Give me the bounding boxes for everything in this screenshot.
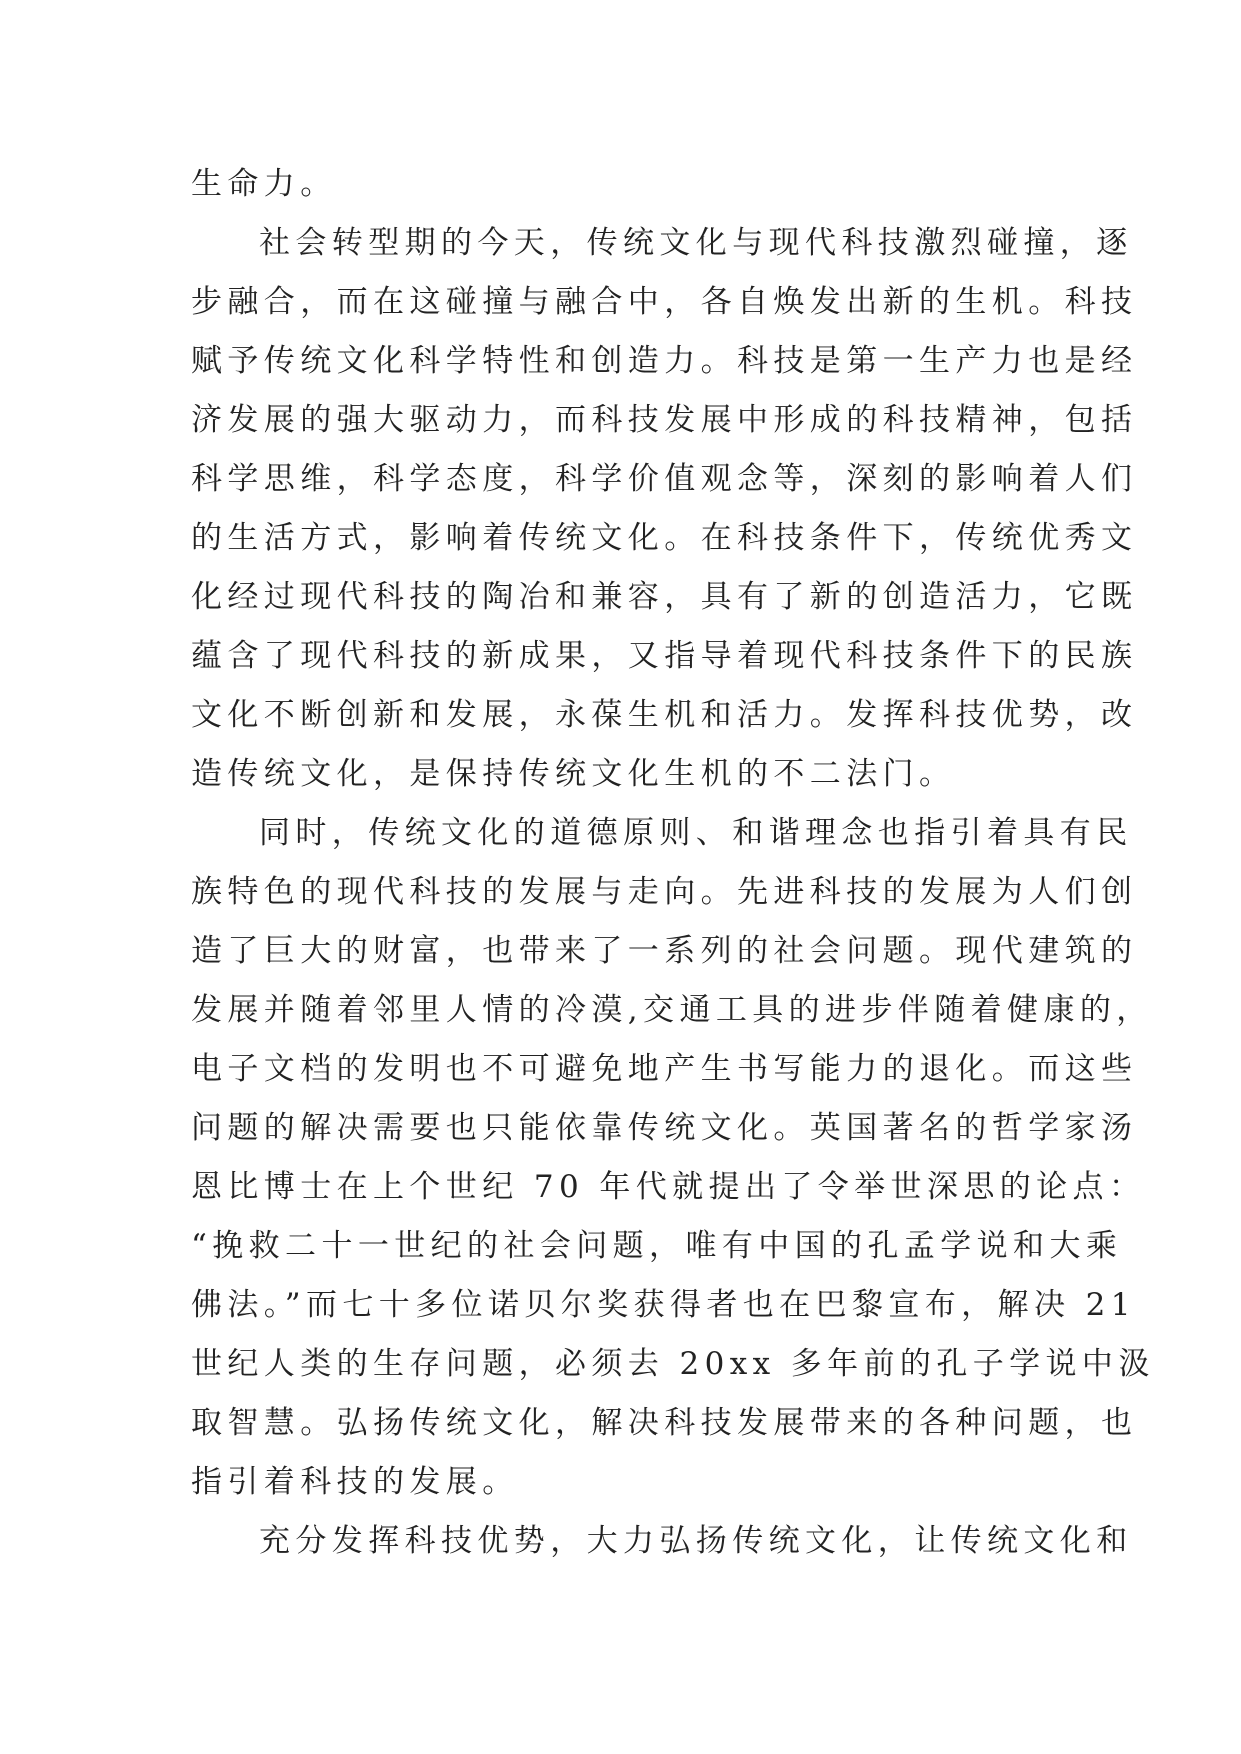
text-line: 生命力。 <box>191 166 337 202</box>
text-line: 族特色的现代科技的发展与走向。先进科技的发展为人们创 <box>191 874 1138 910</box>
text-line: 问题的解决需要也只能依靠传统文化。英国著名的哲学家汤 <box>191 1110 1138 1146</box>
text-line: 化经过现代科技的陶冶和兼容，具有了新的创造活力，它既 <box>191 579 1138 615</box>
text-line: 佛法。”而七十多位诺贝尔奖获得者也在巴黎宣布，解决 21 <box>191 1287 1136 1323</box>
text-line: 科学思维，科学态度，科学价值观念等，深刻的影响着人们 <box>191 461 1138 497</box>
text-line: 蕴含了现代科技的新成果，又指导着现代科技条件下的民族 <box>191 638 1138 674</box>
text-line: 同时，传统文化的道德原则、和谐理念也指引着具有民 <box>259 815 1133 851</box>
text-line: 电子文档的发明也不可避免地产生书写能力的退化。而这些 <box>191 1051 1138 1087</box>
text-line: 社会转型期的今天，传统文化与现代科技激烈碰撞，逐 <box>259 225 1133 261</box>
text-line: 取智慧。弘扬传统文化，解决科技发展带来的各种问题，也 <box>191 1405 1138 1441</box>
text-line: 指引着科技的发展。 <box>191 1464 519 1500</box>
text-line: 赋予传统文化科学特性和创造力。科技是第一生产力也是经 <box>191 343 1138 379</box>
text-line: 世纪人类的生存问题，必须去 20xx 多年前的孔子学说中汲 <box>191 1346 1155 1382</box>
text-line: 充分发挥科技优势，大力弘扬传统文化，让传统文化和 <box>259 1523 1133 1559</box>
text-line: 步融合，而在这碰撞与融合中，各自焕发出新的生机。科技 <box>191 284 1138 320</box>
text-line: 造传统文化，是保持传统文化生机的不二法门。 <box>191 756 956 792</box>
text-line: “挽救二十一世纪的社会问题，唯有中国的孔孟学说和大乘 <box>191 1228 1123 1264</box>
text-line: 文化不断创新和发展，永葆生机和活力。发挥科技优势，改 <box>191 697 1138 733</box>
text-line: 济发展的强大驱动力，而科技发展中形成的科技精神，包括 <box>191 402 1138 438</box>
text-line: 恩比博士在上个世纪 70 年代就提出了令举世深思的论点： <box>191 1169 1146 1205</box>
text-line: 造了巨大的财富，也带来了一系列的社会问题。现代建筑的 <box>191 933 1138 969</box>
text-line: 发展并随着邻里人情的冷漠,交通工具的进步伴随着健康的， <box>191 992 1153 1028</box>
body-text <box>191 155 1155 1571</box>
text-line: 的生活方式，影响着传统文化。在科技条件下，传统优秀文 <box>191 520 1138 556</box>
